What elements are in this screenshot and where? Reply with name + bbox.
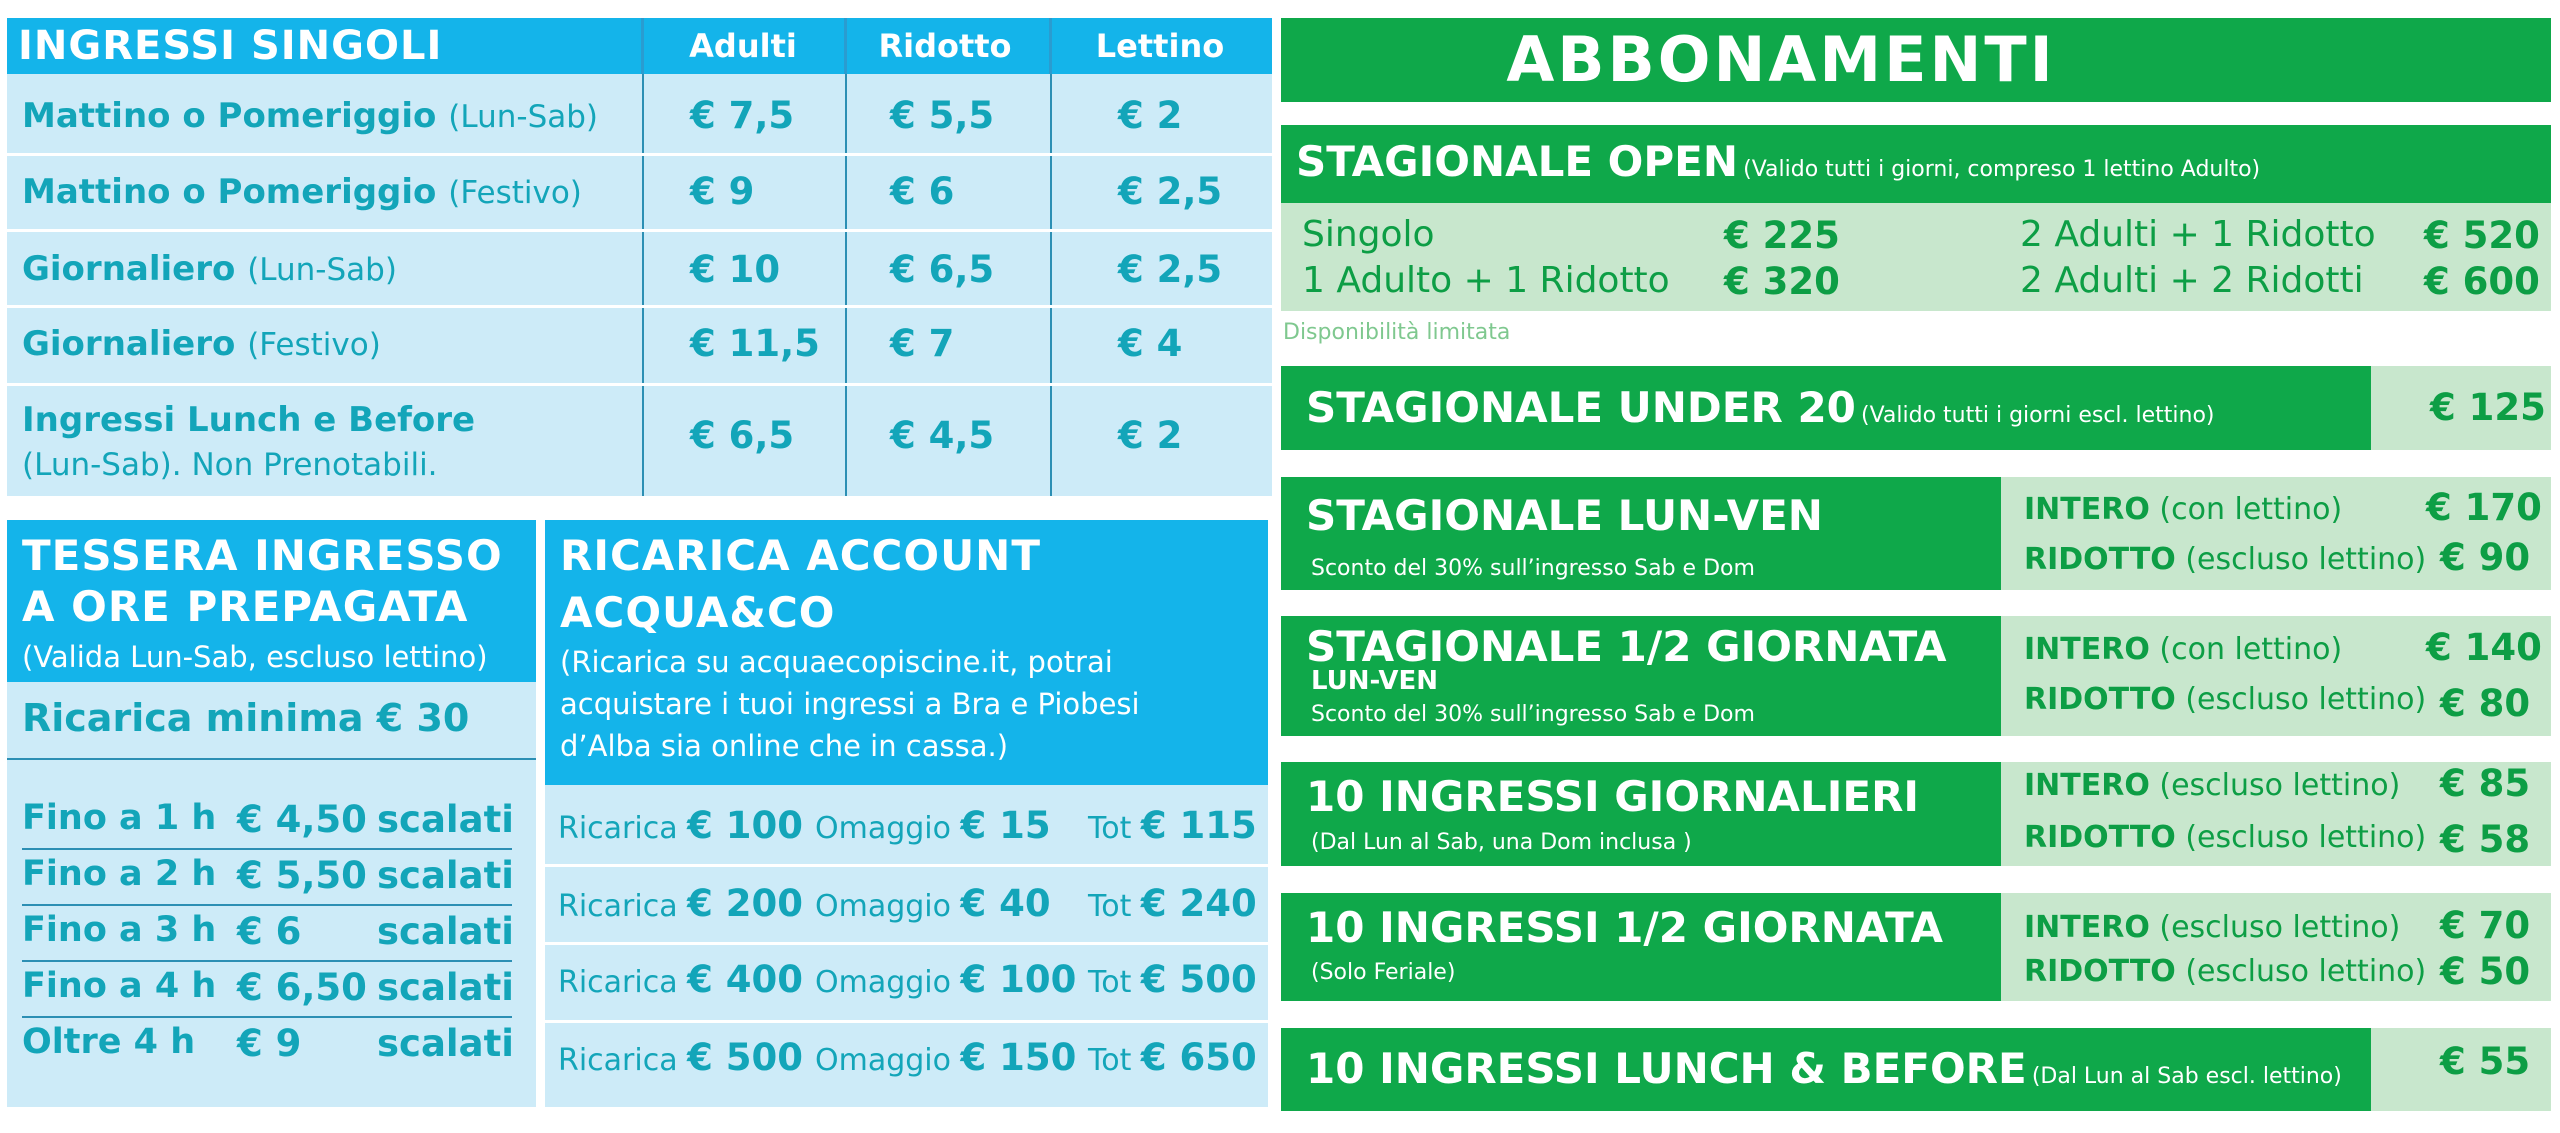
column-header-ridotto: Ridotto (878, 27, 1012, 65)
row-divider (545, 942, 1268, 945)
lunven-title: STAGIONALE LUN-VEN (1306, 491, 1823, 540)
tot-amount: Tot € 650 (1088, 1036, 1257, 1079)
row-divider (22, 848, 512, 850)
price-adulti: € 9 (690, 170, 755, 213)
tessera-row-unit: scalati (377, 910, 514, 953)
row-divider (22, 960, 512, 962)
open-item-price: € 600 (2424, 260, 2540, 303)
under20-note: (Valido tutti i giorni escl. lettino) (1861, 403, 2215, 428)
column-divider (1050, 74, 1052, 496)
row-divider (7, 153, 1272, 156)
price-lettino: € 4 (1118, 322, 1183, 365)
price-adulti: € 6,5 (690, 414, 795, 457)
mezza-title: STAGIONALE 1/2 GIORNATA (1306, 622, 1947, 671)
price-adulti: € 7,5 (690, 94, 795, 137)
dieci-giorn-price: € 58 (2440, 818, 2531, 861)
column-divider (1049, 18, 1052, 74)
dieci-giorn-line: RIDOTTO (escluso lettino) (2024, 820, 2427, 855)
mezza-note: Sconto del 30% sull’ingresso Sab e Dom (1311, 702, 1755, 727)
lunven-note: Sconto del 30% sull’ingresso Sab e Dom (1311, 556, 1755, 581)
dieci-giorn-title: 10 INGRESSI GIORNALIERI (1306, 772, 1920, 821)
lunch-title-group (1306, 1044, 2342, 1093)
tessera-title-line1: TESSERA INGRESSO (22, 531, 503, 580)
under20-title: STAGIONALE UNDER 20 (1306, 383, 1856, 432)
singoli-title: INGRESSI SINGOLI (18, 23, 443, 69)
open-item-price: € 225 (1724, 214, 1840, 257)
under20-title-group (1306, 383, 2215, 432)
open-title: STAGIONALE OPEN (1296, 137, 1739, 186)
lunven-price: € 170 (2426, 486, 2542, 529)
dieci-mezza-price: € 50 (2440, 950, 2531, 993)
ricarica-title-line1: RICARICA ACCOUNT (560, 531, 1041, 580)
tessera-row-price: € 9 (237, 1022, 302, 1065)
omaggio-amount: Omaggio € 40 (815, 882, 1051, 925)
open-item-label: 2 Adulti + 2 Ridotti (2020, 260, 2364, 301)
tessera-title-line2: A ORE PREPAGATA (22, 582, 469, 631)
tessera-row-unit: scalati (377, 966, 514, 1009)
ricarica-amount: Ricarica € 100 (558, 804, 804, 847)
price-adulti: € 11,5 (690, 322, 820, 365)
singoli-row-label: Giornaliero (Lun-Sab) (22, 249, 397, 289)
dieci-giorn-price: € 85 (2440, 762, 2531, 805)
open-item-label: 2 Adulti + 1 Ridotto (2020, 214, 2376, 255)
tessera-note: (Valida Lun-Sab, escluso lettino) (22, 640, 488, 674)
lunch-price: € 55 (2440, 1040, 2531, 1083)
omaggio-amount: Omaggio € 100 (815, 958, 1077, 1001)
mezza-line: INTERO (con lettino) (2024, 632, 2343, 667)
column-header-adulti: Adulti (689, 27, 797, 65)
tessera-row-unit: scalati (377, 854, 514, 897)
tessera-row-price: € 4,50 (237, 798, 367, 841)
dieci-mezza-title: 10 INGRESSI 1/2 GIORNATA (1306, 903, 1944, 952)
omaggio-amount: Omaggio € 15 (815, 804, 1051, 847)
under20-price: € 125 (2430, 386, 2546, 429)
tessera-minimum: Ricarica minima € 30 (22, 696, 470, 740)
tessera-row-unit: scalati (377, 1022, 514, 1065)
open-item-label: 1 Adulto + 1 Ridotto (1302, 260, 1670, 301)
tessera-row-price: € 5,50 (237, 854, 367, 897)
open-note: (Valido tutti i giorni, compreso 1 lettino Adulto) (1743, 157, 2261, 182)
row-divider (545, 1020, 1268, 1023)
ricarica-note: (Ricarica su acquaecopiscine.it, potrai acquistare i tuoi ingressi a Bra e Piobesi d’Alba sia online che in cassa.) (560, 645, 1140, 763)
price-ridotto: € 5,5 (890, 94, 995, 137)
price-ridotto: € 4,5 (890, 414, 995, 457)
column-header-lettino: Lettino (1095, 27, 1225, 65)
dieci-mezza-note: (Solo Feriale) (1311, 960, 1456, 985)
omaggio-amount: Omaggio € 150 (815, 1036, 1077, 1079)
price-lettino: € 2 (1118, 94, 1183, 137)
singoli-row-label: Giornaliero (Festivo) (22, 324, 381, 364)
mezza-subtitle: LUN-VEN (1311, 666, 1439, 696)
price-lettino: € 2,5 (1118, 170, 1223, 213)
tessera-row-label: Fino a 2 h (22, 854, 217, 894)
open-item-price: € 520 (2424, 214, 2540, 257)
tessera-row-price: € 6,50 (237, 966, 367, 1009)
abbonamenti-title: ABBONAMENTI (1506, 23, 2056, 96)
tessera-row-label: Fino a 3 h (22, 910, 217, 950)
column-divider (641, 18, 644, 74)
lunven-price: € 90 (2440, 536, 2531, 579)
lunch-title: 10 INGRESSI LUNCH & BEFORE (1306, 1044, 2027, 1093)
row-divider (7, 383, 1272, 386)
lunch-note: (Dal Lun al Sab escl. lettino) (2031, 1064, 2342, 1089)
row-divider (545, 864, 1268, 867)
row-divider (22, 1016, 512, 1018)
price-ridotto: € 6 (890, 170, 955, 213)
ricarica-title-line2: ACQUA&CO (560, 588, 836, 637)
tessera-row-price: € 6 (237, 910, 302, 953)
row-divider (7, 305, 1272, 308)
mezza-price: € 140 (2426, 626, 2542, 669)
column-divider (642, 74, 644, 496)
price-lettino: € 2 (1118, 414, 1183, 457)
row-divider (22, 904, 512, 906)
column-divider (845, 74, 847, 496)
price-lettino: € 2,5 (1118, 248, 1223, 291)
tot-amount: Tot € 500 (1088, 958, 1257, 1001)
lunven-line: RIDOTTO (escluso lettino) (2024, 542, 2427, 577)
open-availability: Disponibilità limitata (1283, 320, 1511, 345)
dieci-mezza-line: INTERO (escluso lettino) (2024, 910, 2401, 945)
open-item-price: € 320 (1724, 260, 1840, 303)
tessera-row-label: Fino a 4 h (22, 966, 217, 1006)
singoli-row-label: Ingressi Lunch e Before (Lun-Sab). Non Prenotabili. (22, 400, 476, 483)
mezza-line: RIDOTTO (escluso lettino) (2024, 682, 2427, 717)
singoli-row-label: Mattino o Pomeriggio (Lun-Sab) (22, 96, 599, 136)
tot-amount: Tot € 115 (1088, 804, 1257, 847)
singoli-row-label: Mattino o Pomeriggio (Festivo) (22, 172, 582, 212)
dieci-giorn-note: (Dal Lun al Sab, una Dom inclusa ) (1311, 830, 1692, 855)
open-title-group (1296, 137, 2260, 186)
column-divider (844, 18, 847, 74)
open-item-label: Singolo (1302, 214, 1435, 255)
tot-amount: Tot € 240 (1088, 882, 1257, 925)
lunven-line: INTERO (con lettino) (2024, 492, 2343, 527)
ricarica-amount: Ricarica € 500 (558, 1036, 804, 1079)
dieci-mezza-line: RIDOTTO (escluso lettino) (2024, 954, 2427, 989)
ricarica-amount: Ricarica € 200 (558, 882, 804, 925)
dieci-mezza-price: € 70 (2440, 904, 2531, 947)
price-adulti: € 10 (690, 248, 781, 291)
price-ridotto: € 7 (890, 322, 955, 365)
price-ridotto: € 6,5 (890, 248, 995, 291)
ricarica-amount: Ricarica € 400 (558, 958, 804, 1001)
tessera-row-label: Fino a 1 h (22, 798, 217, 838)
tessera-row-label: Oltre 4 h (22, 1022, 196, 1062)
tessera-row-unit: scalati (377, 798, 514, 841)
dieci-giorn-line: INTERO (escluso lettino) (2024, 768, 2401, 803)
row-divider (7, 229, 1272, 232)
row-divider (7, 758, 536, 760)
mezza-price: € 80 (2440, 682, 2531, 725)
